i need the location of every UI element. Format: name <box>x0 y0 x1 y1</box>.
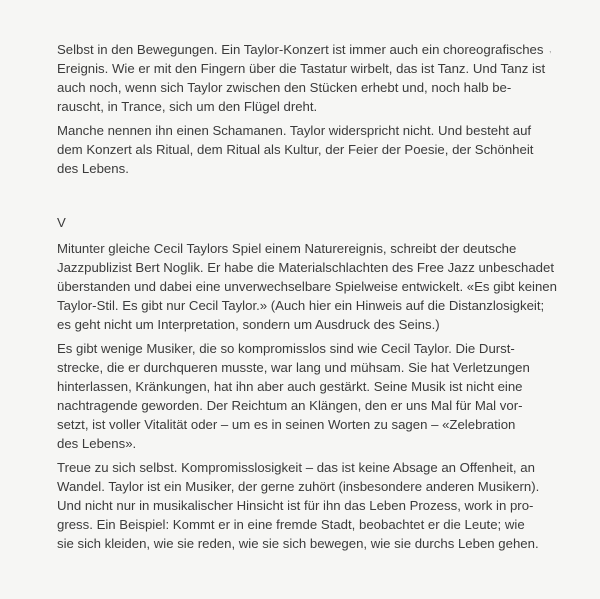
text-line: dem Konzert als Ritual, dem Ritual als Kultur, der Feier der Poesie, der Schönheit <box>57 142 534 157</box>
paragraph <box>57 40 546 116</box>
text-line: Manche nennen ihn einen Schamanen. Taylor widerspricht nicht. Und besteht auf <box>57 123 532 138</box>
paragraph <box>57 458 540 553</box>
text-line: Wandel. Taylor ist ein Musiker, der gerne zuhört (insbesondere anderen Musikern). <box>57 479 540 494</box>
text-line: es geht nicht um Interpretation, sondern um Ausdruck des Seins.) <box>57 317 440 332</box>
text-line: des Lebens». <box>57 436 137 451</box>
text-line: Taylor-Stil. Es gibt nur Cecil Taylor.» (Auch hier ein Hinweis auf die Distanzlosigkeit; <box>57 298 545 313</box>
text-line: Treue zu sich selbst. Kompromisslosigkeit – das ist keine Absage an Offenheit, an <box>57 460 535 475</box>
text-line: hinterlassen, Kränkungen, hat ihn aber auch gestärkt. Seine Musik ist nicht eine <box>57 379 523 394</box>
section-heading: V <box>57 215 66 230</box>
text-line: setzt, ist voller Vitalität oder – um es in seinen Worten zu sagen – «Zelebration <box>57 417 516 432</box>
text-line: Selbst in den Bewegungen. Ein Taylor-Konzert ist immer auch ein choreografisches <box>57 42 544 57</box>
text-line: gress. Ein Beispiel: Kommt er in eine fremde Stadt, beobachtet er die Leute; wie <box>57 517 525 532</box>
text-line: Ereignis. Wie er mit den Fingern über die Tastatur wirbelt, das ist Tanz. Und Tanz ist <box>57 61 546 76</box>
text-line: nachtragende geworden. Der Reichtum an Klängen, den er uns Mal für Mal vor- <box>57 398 523 413</box>
paragraph <box>57 339 530 453</box>
text-line: sie sich kleiden, wie sie reden, wie sie sich bewegen, wie sie durchs Leben gehen. <box>57 536 539 551</box>
margin-mark: , <box>549 44 552 54</box>
paragraph <box>57 121 534 178</box>
text-line: des Lebens. <box>57 161 129 176</box>
text-line: Und nicht nur in musikalischer Hinsicht ist für ihn das Leben Prozess, work in pro- <box>57 498 534 513</box>
text-line: Mitunter gleiche Cecil Taylors Spiel einem Naturereignis, schreibt der deutsche <box>57 241 517 256</box>
text-line: Es gibt wenige Musiker, die so kompromisslos sind wie Cecil Taylor. Die Durst- <box>57 341 515 356</box>
paragraph <box>57 239 557 334</box>
text-line: überstanden und dabei eine unverwechselbare Spielweise entwickelt. «Es gibt keinen <box>57 279 557 294</box>
text-line: strecke, die er durchqueren musste, war lang und mühsam. Sie hat Verletzungen <box>57 360 530 375</box>
text-line: rauscht, in Trance, sich um den Flügel dreht. <box>57 99 318 114</box>
text-line: auch noch, wenn sich Taylor zwischen den Stücken erhebt und, noch halb be- <box>57 80 512 95</box>
text-line: Jazzpublizist Bert Noglik. Er habe die Materialschlachten des Free Jazz unbeschadet <box>57 260 554 275</box>
